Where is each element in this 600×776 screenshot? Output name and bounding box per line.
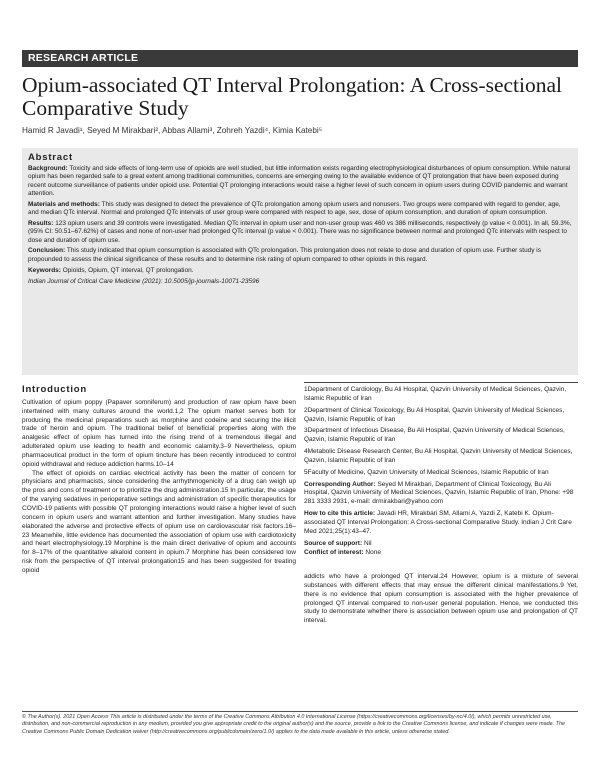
affiliation-2: 2Department of Clinical Toxicology, Bu Ali Hospital, Qazvin University of Medical Sciences, Qazvin, Islamic Republic of Iran xyxy=(304,406,565,423)
affiliation-5: 5Faculty of Medicine, Qazvin University of Medical Sciences, Islamic Republic of Iran xyxy=(304,468,549,476)
how-to-cite: How to cite this article: Javadi HR, Mirakbari SM, Allami A, Yazdi Z, Katebi K. Opium-associated QT Interval Prolongation: A Cross-sectional Comparative Study. Indian J Crit Care Med 2021;25(1):43–47. xyxy=(304,510,572,535)
introduction-paragraph-2: The effect of opioids on cardiac electrical activity has been the matter of concern for physicians and pharmacists, since considering the arrhythmogenicity of a drug can weigh up the pros and cons of treatment or to prioritize the drug administration.15 In particular, the usage of the varying sedatives in perioperative settings and administration of specific therapeutics for COVID-19 patients with possible QT prolonging interactions would raise a higher level of such concern in opium users and warrant attention and further investigation. Many studies have elaborated the adverse and protective effects of opium use on cardiovascular risk factors.16–23 Meanwhile, little evidence has documented the association of opium use with cardiotoxicity and heart electrophysiology.19 Morphine is the main direct derivative of opium and accounts for 8–17% of the quantitative alkaloid content in opium.7 Morphine has been considered low risk from the perspective of QT interval prolongation15 and has been suggested for treating opioid xyxy=(22,469,296,574)
introduction-column xyxy=(22,386,296,576)
article-type-banner xyxy=(22,50,578,67)
author-list: Hamid R Javadi¹, Seyed M Mirakbari², Abbas Allami³, Zohreh Yazdi⁴, Kimia Katebi⁵ xyxy=(22,126,323,135)
abstract-methods: Materials and methods: This study was designed to detect the prevalence of QTc prolongation among opium users and nonusers. Two groups were compared with regard to gender, age, and median QTc interval. Normal and prolonged QTc intervals of user group were compared with respect to age, sex, dose of opium consumption, and duration of opium consumption. xyxy=(28,200,561,217)
conflict-of-interest: Conflict of interest: None xyxy=(304,548,381,556)
abstract-citation: Indian Journal of Critical Care Medicine (2021): 10.5005/jp-journals-10071-23596 xyxy=(28,278,260,286)
abstract-heading: Abstract xyxy=(28,152,73,163)
affiliation-4: 4Metabolic Disease Research Center, Bu Ali Hospital, Qazvin University of Medical Sciences, Qazvin, Islamic Republic of Iran xyxy=(304,448,573,464)
abstract-keywords: Keywords: Opioids, Opium, QT interval, QT prolongation. xyxy=(28,266,194,274)
abstract-results: Results: 123 opium users and 39 controls were investigated. Median QTc interval in opium user and non-user group was 460 vs 386 milliseconds, respectively (p value < 0.001). In all, 59.3%, (95% CI: 50.51–67.62%) of cases and none of non-user had prolonged QTc interval (p value < 0.001). There was no significance between normal and prolonged QTc intervals with respect to dose and duration of opium use. xyxy=(28,219,572,244)
abstract-background: Background: Toxicity and side effects of long-term use of opioids are well studied, but little information exists regarding electrophysiological disturbances of opium consumption. While natural opium has been regarded safe to a great extent among traditional communities, concerns are emerging owing to the available evidence of QT prolongation that have been exposed during recent outcome surveillance of patients under opioid use. Potential QT prolonging interactions would raise a higher level of such concern in opium users during COVID pandemic and warrant attention. xyxy=(28,164,571,198)
affiliation-column xyxy=(304,386,578,557)
abstract-conclusion: Conclusion: This study indicated that opium consumption is associated with QTc prolongation. This prolongation does not relate to dose and duration of opium use. Further study is propounded to assess the clinical significance of these results and to determine risk rating of opium compared to other opioids in this regard. xyxy=(28,247,541,264)
introduction-paragraph-3: addicts who have a prolonged QT interval.24 However, opium is a mixture of several substances with different effects that may ensue the different clinical manifestations.9 Yet, there is no evidence that opium consumption is associated with the higher prevalence of prolonged QT interval compared to non-user general population. Hence, we conducted this study to demonstrate whether there is association between opium use and prolongation of QT interval. xyxy=(304,573,578,625)
article-type-label: RESEARCH ARTICLE xyxy=(28,52,139,64)
abstract-box xyxy=(22,148,578,375)
introduction-paragraph-1: Cultivation of opium poppy (Papaver somniferum) and production of raw opium have been intertwined with many cultures around the world.1,2 The opium market serves both for producing the medicinal preparations such as morphine and codeine and securing the illicit trade of heroin and opium. The traditional belief of beneficial properties along with the analgesic effect of opium has turned into the rising trend of a tremendous illegal and adulterated opium use leading to health and economic calamity.3–9 Nevertheless, opium pharmaceutical product in the form of opium tincture has been recently introduced to control opioid withdrawal and reduce addiction harms.10–14 xyxy=(22,398,296,468)
license-footer: © The Author(s). 2021 Open Access This article is distributed under the terms of the Creative Commons Attribution 4.0 International License (https://creativecommons.org/licenses/by-nc/4.0/), which permits unrestricted use, distribution, and non-commercial reproduction in any medium, provided you give appropriate credit to the original author(s) and the source, provide a link to the Creative Commons license, and indicate if changes were made. The Creative Commons Public Domain Dedication waiver (http://creativecommons.org/publicdomain/zero/1.0/) applies to the data made available in this article, unless otherwise stated. xyxy=(22,714,565,735)
affiliation-1: 1Department of Cardiology, Bu Ali Hospital, Qazvin University of Medical Sciences, Qazvin, Islamic Republic of Iran xyxy=(304,386,567,402)
corresponding-author: Corresponding Author: Seyed M Mirakbari, Department of Clinical Toxicology, Bu Ali Hospital, Qazvin University of Medical Sciences, Qazvin, Islamic Republic of Iran, Phone: +98 281 3333 2931, e-mail: drmirakbari@yahoo.com xyxy=(304,480,574,506)
affiliation-rule xyxy=(304,382,578,383)
source-of-support: Source of support: Nil xyxy=(304,539,372,547)
footer-rule xyxy=(22,711,578,712)
introduction-heading: Introduction xyxy=(22,384,88,395)
article-title: Opium-associated QT Interval Prolongation: A Cross-sectional Comparative Study xyxy=(22,73,562,120)
affiliation-3: 3Department of Infectious Disease, Bu Ali Hospital, Qazvin University of Medical Sciences, Qazvin, Islamic Republic of Iran xyxy=(304,427,565,444)
